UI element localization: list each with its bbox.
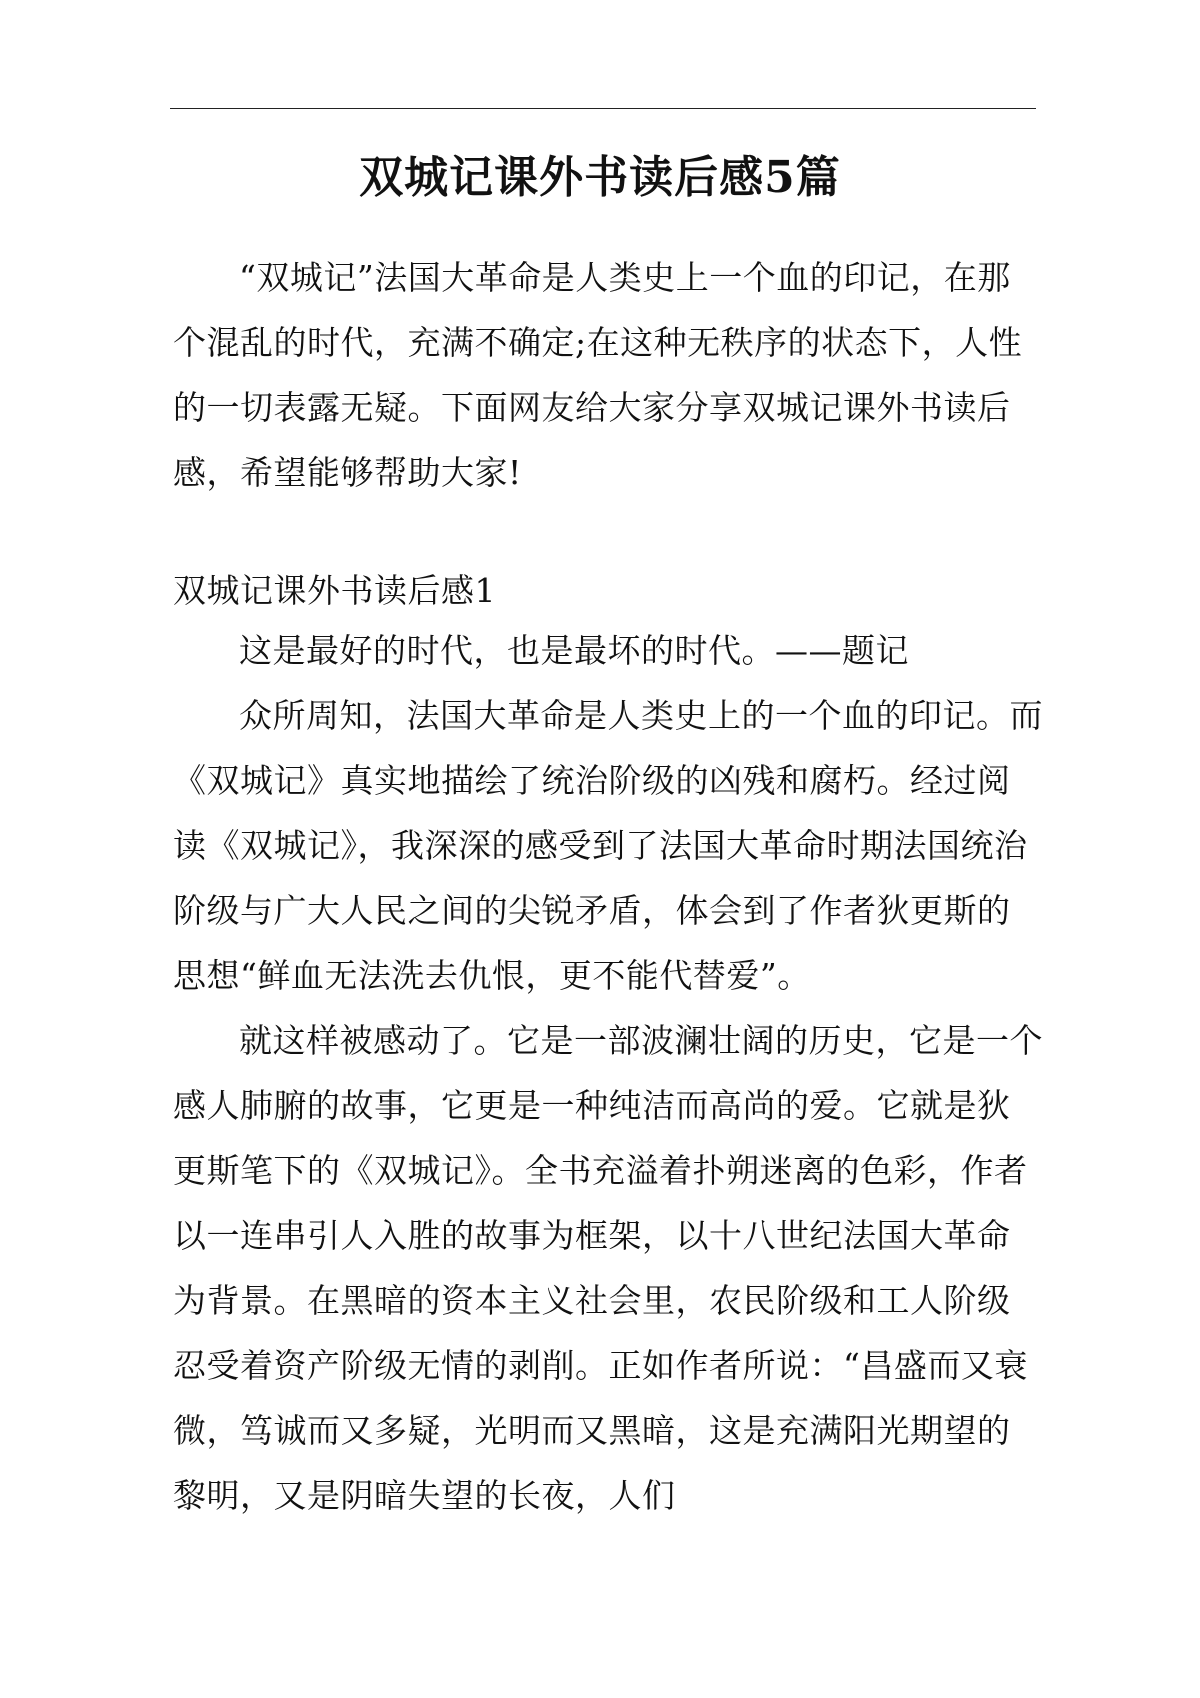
header-rule xyxy=(170,108,1036,109)
intro-paragraph: “双城记”法国大革命是人类史上一个血的印记，在那个混乱的时代，充满不确定;在这种无秩序的状态下，人性的一切表露无疑。下面网友给大家分享双城记课外书读后感，希望能够帮助大家! xyxy=(173,258,1023,492)
section-heading: 双城记课外书读后感1 xyxy=(173,571,496,610)
document-title: 双城记课外书读后感5篇 xyxy=(359,152,841,204)
body-paragraph: 就这样被感动了。它是一部波澜壮阔的历史，它是一个感人肺腑的故事，它更是一种纯洁而高尚的爱。它就是狄更斯笔下的《双城记》。全书充溢着扑朔迷离的色彩，作者以一连串引人入胜的故事为框架，以十八世纪法国大革命为背景。在黑暗的资本主义社会里，农民阶级和工人阶级忍受着资产阶级无情的剥削。正如作者所说：“昌盛而又衰微，笃诚而又多疑，光明而又黑暗，这是充满阳光期望的黎明，又是阴暗失望的长夜，人们 xyxy=(173,1021,1043,1515)
body-paragraph: 众所周知，法国大革命是人类史上的一个血的印记。而《双城记》真实地描绘了统治阶级的凶残和腐朽。经过阅读《双城记》，我深深的感受到了法国大革命时期法国统治阶级与广大人民之间的尖锐矛盾，体会到了作者狄更斯的思想“鲜血无法洗去仇恨，更不能代替爱”。 xyxy=(173,696,1043,995)
epigraph-paragraph: 这是最好的时代，也是最坏的时代。——题记 xyxy=(239,631,909,670)
essay-body xyxy=(173,618,1043,1528)
intro-section xyxy=(173,245,1043,505)
